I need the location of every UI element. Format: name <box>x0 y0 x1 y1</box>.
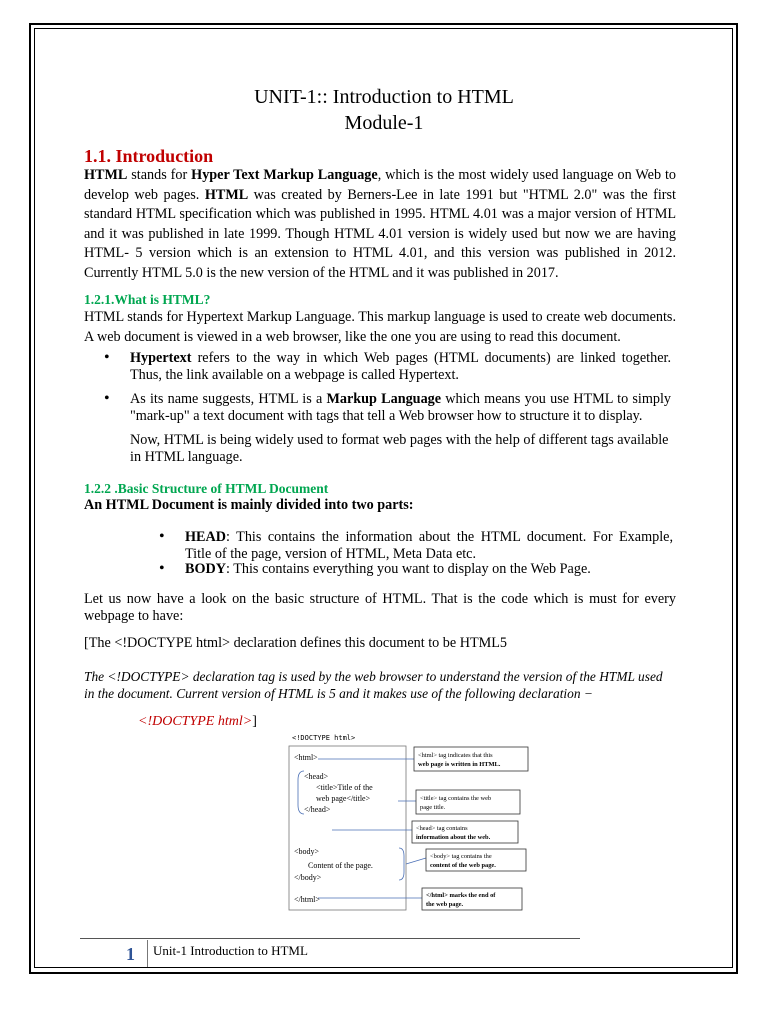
intro-text-2: , which is the most widely used language on Web to develop web pages. <box>84 167 677 203</box>
diagram-note-html-line1: <html> tag indicates that this <box>418 752 493 759</box>
document-subtitle: Module-1 <box>344 112 424 134</box>
diagram-html-open: <html> <box>294 753 318 762</box>
footer-label: Unit-1 Introduction to HTML <box>153 943 308 958</box>
doctype-bracket-line: [The <!DOCTYPE html> declaration defines this document to be HTML5 <box>84 635 508 651</box>
diagram-note-body-line1: <body> tag contains the <box>430 853 492 860</box>
bullet-dot: • <box>159 528 165 545</box>
diagram-note-title-line2: page title. <box>420 804 446 811</box>
page-number: 1 <box>126 944 135 964</box>
doctype-italic-paragraph: The <!DOCTYPE> declaration tag is used by the web browser to understand the version of the HTML used in the document. Current version of HTML is 5 and it makes use of the following declaration − <box>84 669 663 701</box>
what-heading: 1.2.1.What is HTML? <box>84 292 211 307</box>
bullet-dot: • <box>104 390 110 407</box>
bullet-dot: • <box>104 349 110 366</box>
bullet-hypertext-bold: Hypertext <box>130 350 192 366</box>
diagram-note-end-line2: the web page. <box>426 901 464 908</box>
bullet-hypertext-text: refers to the way in which Web pages (HTML documents) are linked together. Thus, the link available on a webpage is called Hypertext. <box>130 350 671 383</box>
intro-text-1: stands for <box>127 167 192 183</box>
diagram-body-close: </body> <box>294 873 322 882</box>
bullet-head-text: : This contains the information about the HTML document. For Example, Title of the page, version of HTML, Meta Data etc. <box>185 529 673 562</box>
bullet-markup-pre: As its name suggests, HTML is a <box>130 391 327 407</box>
intro-bold-html-2: HTML <box>204 186 249 203</box>
bullet-dot: • <box>159 560 165 577</box>
diagram-head-close: </head> <box>304 805 331 814</box>
bullet-body-text: : This contains everything you want to display on the Web Page. <box>226 561 591 577</box>
doctype-declaration <box>138 714 257 730</box>
intro-paragraph <box>84 166 676 283</box>
diagram-note-title-line1: <title> tag contains the web <box>420 795 492 802</box>
diagram-body-content: Content of the page. <box>308 861 373 870</box>
diagram-doctype: <!DOCTYPE html> <box>292 734 356 742</box>
diagram-arrow-body <box>406 858 426 864</box>
diagram-code-box <box>289 746 406 910</box>
bullet-markup-bold: Markup Language <box>326 391 442 407</box>
what-paragraph: HTML stands for Hypertext Markup Language. This markup language is used to create web documents. A web document is viewed in a web browser, like the one you are using to read this document. <box>84 309 676 345</box>
bullet-body <box>159 560 673 578</box>
bullet-head <box>159 528 673 563</box>
diagram-html-close: </html> <box>294 895 320 904</box>
letus-paragraph: Let us now have a look on the basic structure of HTML. That is the code which is must for every webpage to have: <box>84 591 676 624</box>
intro-heading: 1.1. Introduction <box>84 146 214 166</box>
diagram-title-line2: web page</title> <box>316 794 371 803</box>
bullet-head-bold: HEAD <box>185 529 226 545</box>
diagram-note-head-line1: <head> tag contains <box>416 825 468 832</box>
diagram-note-body-line2: content of the web page. <box>430 862 496 869</box>
bullet-markup-text: which means you use HTML to simply "mark-up" a text document with tags that tell a Web browser how to structure it to display. <box>130 391 672 424</box>
doctype-declaration-end: ] <box>252 714 257 729</box>
intro-text-3: was created by Berners-Lee in late 1991 but "HTML 2.0" was the first standard HTML specification which was published in 1995. HTML 4.01 was a major version of HTML and it was published in late 1999. Though HTML 4.01 version is widely used but now we are having HTML- 5 version which is an extension to HTML 4.01, and this version was published in 2012. Currently HTML 5.0 is the new version of the HTML and it was published in 2017. <box>84 186 676 281</box>
diagram-note-end-line1: </html> marks the end of <box>426 892 496 899</box>
document-title: UNIT-1:: Introduction to HTML <box>254 86 514 108</box>
doctype-declaration-red: <!DOCTYPE html> <box>138 714 253 729</box>
diagram-title-line1: <title>Title of the <box>316 783 373 792</box>
diagram-body-open: <body> <box>294 847 320 856</box>
structure-bold-line: An HTML Document is mainly divided into two parts: <box>84 497 414 513</box>
diagram-note-html-line2: web page is written in HTML. <box>418 761 501 768</box>
footer-divider <box>147 940 148 967</box>
footer-rule <box>80 938 580 939</box>
bullet-markup <box>104 390 672 425</box>
intro-bold-html: HTML <box>84 167 128 183</box>
structure-heading: 1.2.2 .Basic Structure of HTML Document <box>84 481 329 496</box>
now-paragraph: Now, HTML is being widely used to format web pages with the help of different tags available in HTML language. <box>130 432 669 465</box>
html-structure-diagram <box>286 730 532 912</box>
intro-bold-expansion: Hyper Text Markup Language <box>191 167 378 183</box>
diagram-note-head-line2: information about the web. <box>416 834 491 841</box>
bullet-body-bold: BODY <box>185 561 226 577</box>
diagram-head-open: <head> <box>304 772 329 781</box>
bullet-hypertext <box>104 349 671 384</box>
diagram-body-brace <box>399 848 404 880</box>
